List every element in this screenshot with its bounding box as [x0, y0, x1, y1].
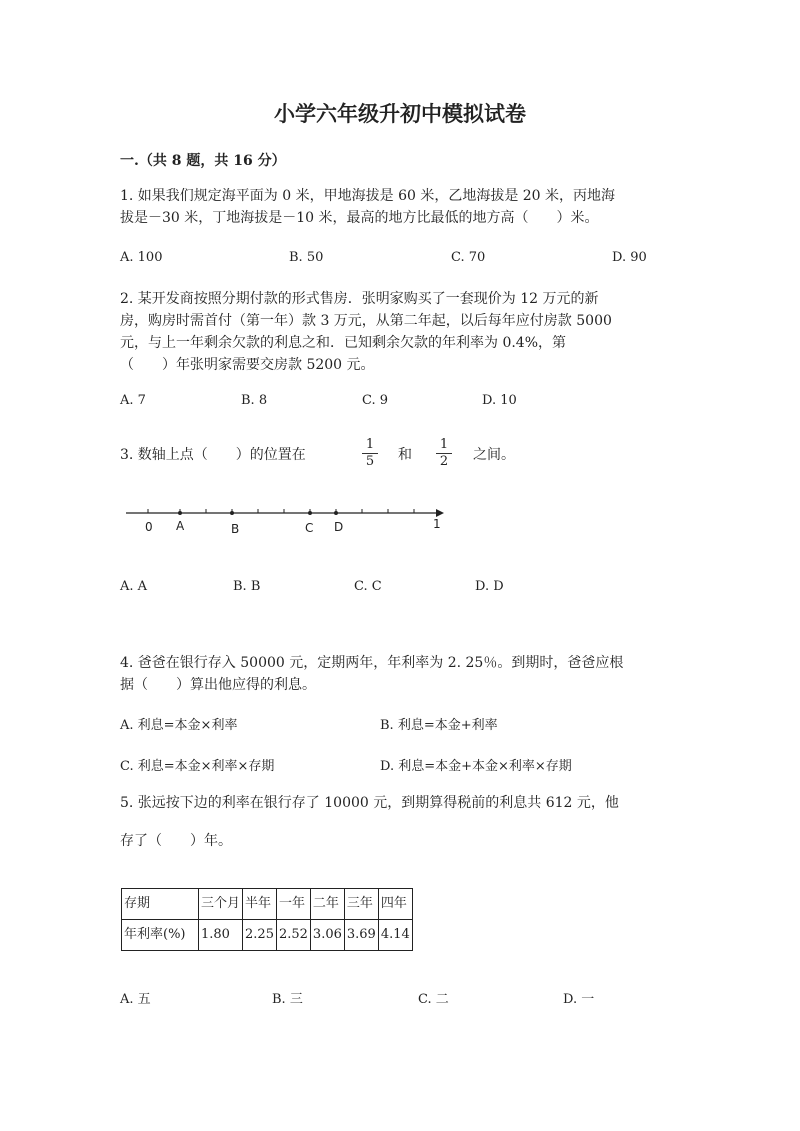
question-3-and: 和	[398, 447, 412, 463]
table-cell: 二年	[310, 889, 344, 920]
point-a-dot	[178, 511, 182, 515]
question-1-option-d: D. 90	[612, 250, 647, 265]
page-title: 小学六年级升初中模拟试卷	[274, 101, 526, 126]
question-2-line-4: （ ）年张明家需要交房款 5200 元。	[120, 357, 375, 373]
fraction-one-half-numerator: 1	[436, 437, 452, 454]
question-4-option-d: D. 利息=本金+本金×利率×存期	[380, 759, 572, 774]
point-b-dot	[230, 511, 234, 515]
section-heading: 一.（共 8 题，共 16 分）	[120, 153, 286, 169]
question-2-option-c: C. 9	[362, 393, 389, 408]
question-5-option-b: B. 三	[272, 992, 303, 1007]
table-cell: 存期	[122, 889, 199, 920]
question-3-option-c: C. C	[354, 579, 382, 594]
question-3-text-end: 之间。	[473, 447, 515, 463]
table-cell: 1.80	[199, 920, 243, 951]
point-c-dot	[308, 511, 312, 515]
fraction-one-fifth-denominator: 5	[365, 454, 375, 469]
question-5-line-1: 5. 张远按下边的利率在银行存了 10000 元，到期算得税前的利息共 612 元，他	[120, 795, 619, 811]
question-4-option-a: A. 利息=本金×利率	[120, 718, 238, 733]
question-1-line-2: 拔是－30 米，丁地海拔是－10 米，最高的地方比最低的地方高（ ）米。	[120, 210, 599, 226]
table-cell: 4.14	[378, 920, 412, 951]
question-5-option-d: D. 一	[563, 992, 595, 1007]
question-4-option-b: B. 利息=本金+利率	[380, 718, 498, 733]
number-line-label-0: 0	[145, 520, 153, 534]
number-line-label-d: D	[334, 520, 344, 534]
fraction-one-half	[436, 437, 452, 470]
question-5-option-a: A. 五	[120, 992, 151, 1007]
question-2-option-a: A. 7	[120, 393, 146, 408]
question-5-line-2: 存了（ ）年。	[120, 833, 232, 849]
number-line-label-b: B	[231, 522, 240, 536]
table-header-row	[122, 889, 413, 920]
question-2-line-1: 2. 某开发商按照分期付款的形式售房．张明家购买了一套现价为 12 万元的新	[120, 291, 599, 307]
question-1-option-a: A. 100	[120, 250, 163, 265]
table-cell: 三年	[344, 889, 378, 920]
fraction-one-fifth	[362, 437, 378, 470]
question-5-option-c: C. 二	[418, 992, 449, 1007]
fraction-one-half-denominator: 2	[439, 454, 449, 469]
table-cell: 2.25	[243, 920, 277, 951]
table-cell: 2.52	[276, 920, 310, 951]
question-4-line-1: 4. 爸爸在银行存入 50000 元，定期两年，年利率为 2. 25％。到期时，爸爸应根	[120, 655, 624, 671]
number-line-label-c: C	[305, 521, 314, 535]
question-4-option-c: C. 利息=本金×利率×存期	[120, 759, 275, 774]
table-row	[122, 920, 413, 951]
table-cell: 三个月	[199, 889, 243, 920]
number-line-label-1: 1	[433, 517, 441, 531]
question-1-option-b: B. 50	[289, 250, 324, 265]
question-1-option-c: C. 70	[451, 250, 486, 265]
question-2-line-3: 元，与上一年剩余欠款的利息之和．已知剩余欠款的年利率为 0.4%，第	[120, 335, 567, 351]
point-d-dot	[334, 511, 338, 515]
question-3-option-b: B. B	[233, 579, 261, 594]
question-2-option-b: B. 8	[241, 393, 268, 408]
table-cell: 年利率(%)	[122, 920, 199, 951]
question-2-option-d: D. 10	[482, 393, 517, 408]
table-cell: 3.69	[344, 920, 378, 951]
question-1-line-1: 1. 如果我们规定海平面为 0 米，甲地海拔是 60 米，乙地海拔是 20 米，丙地海	[120, 188, 616, 204]
question-3-option-a: A. A	[120, 579, 148, 594]
question-4-line-2: 据（ ）算出他应得的利息。	[120, 677, 316, 693]
question-3-text-start: 3. 数轴上点（ ）的位置在	[120, 447, 306, 463]
table-cell: 一年	[276, 889, 310, 920]
question-2-line-2: 房，购房时需首付（第一年）款 3 万元，从第二年起，以后每年应付房款 5000	[120, 313, 612, 329]
question-3-option-d: D. D	[475, 579, 504, 594]
interest-rate-table	[121, 888, 413, 951]
number-line	[118, 500, 458, 540]
table-cell: 3.06	[310, 920, 344, 951]
number-line-arrow	[436, 509, 444, 517]
table-cell: 半年	[243, 889, 277, 920]
table-cell: 四年	[378, 889, 412, 920]
number-line-label-a: A	[176, 519, 185, 533]
fraction-one-fifth-numerator: 1	[362, 437, 378, 454]
